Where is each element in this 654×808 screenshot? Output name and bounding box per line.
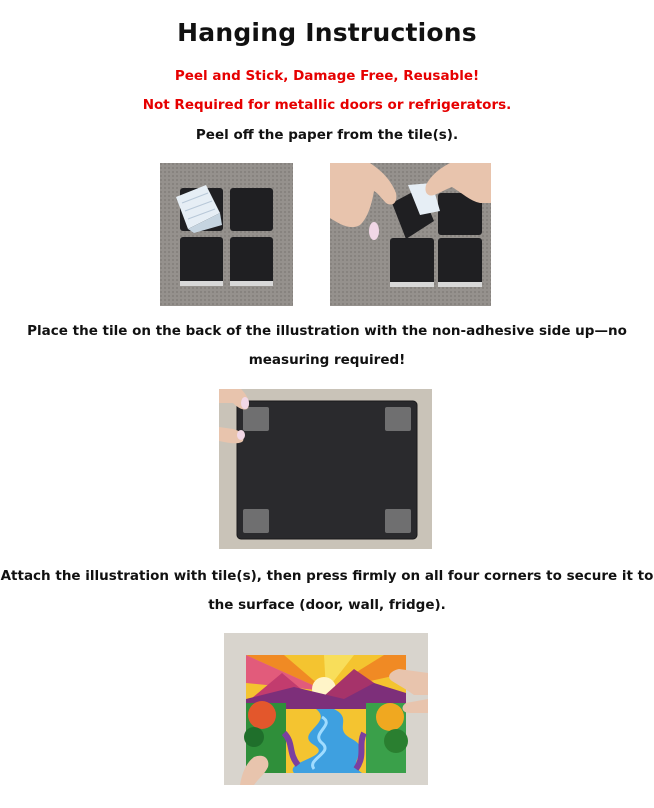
- photo-illustration-mounted: [224, 633, 428, 785]
- step-1-text: Peel off the paper from the tile(s).: [195, 127, 459, 143]
- photo-peel-tiles-1: [160, 163, 293, 306]
- photo-board-with-tiles: [219, 389, 432, 549]
- step-2-text-line-2: measuring required!: [248, 352, 406, 368]
- step-3-text-line-1: Attach the illustration with tile(s), then press firmly on all four corners to secure it to: [0, 568, 654, 584]
- subtitle-peel-stick: Peel and Stick, Damage Free, Reusable!: [174, 68, 480, 84]
- step-2-text-line-1: Place the tile on the back of the illustration with the non-adhesive side up—no: [27, 323, 627, 339]
- subtitle-not-required: Not Required for metallic doors or refrigerators.: [142, 97, 512, 113]
- photo-peel-tiles-2: [330, 163, 491, 306]
- page-title: Hanging Instructions: [177, 18, 477, 47]
- step-3-text-line-2: the surface (door, wall, fridge).: [208, 597, 446, 613]
